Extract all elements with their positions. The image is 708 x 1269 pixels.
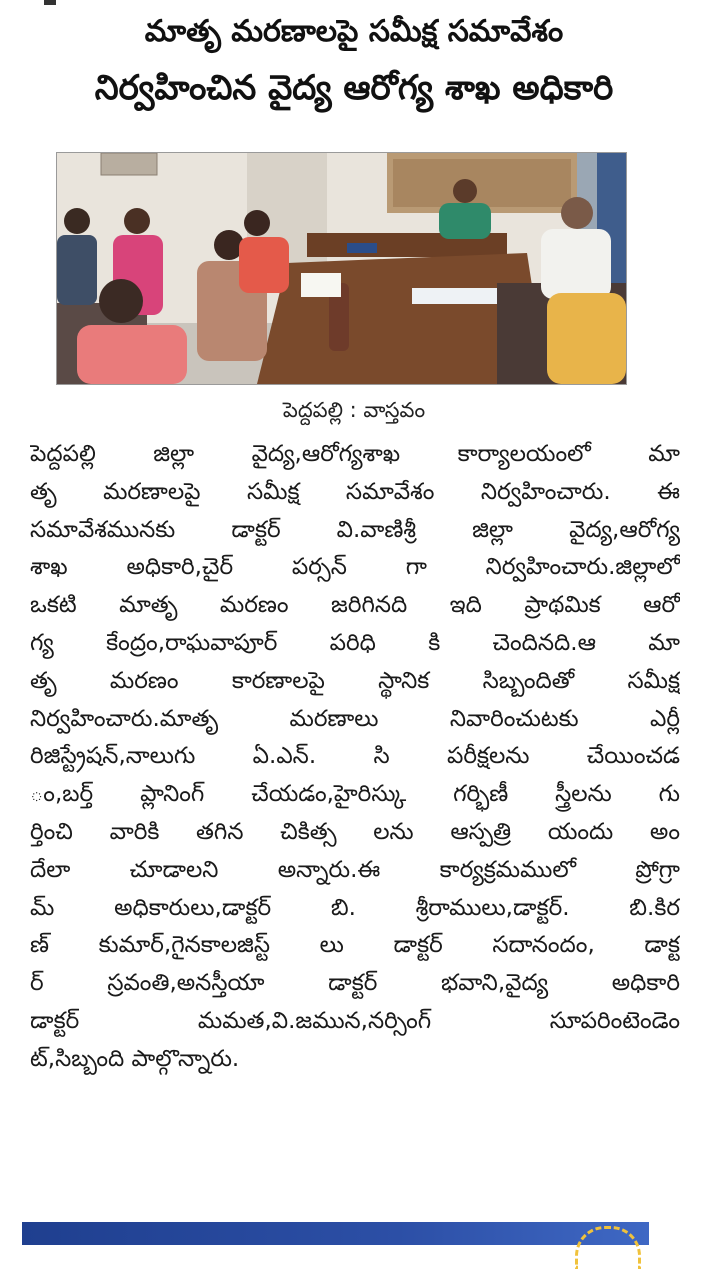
body-line: మ్ అధికారులు,డాక్టర్ బి. శ్రీరాములు,డాక్టర్. బి.కిర	[30, 894, 680, 921]
body-line: తృ మరణాలపై సమీక్ష సమావేశం నిర్వహించారు. ఈ	[30, 478, 680, 505]
body-line: ర్ స్రవంతి,అనస్తీయా డాక్టర్ భవాని,వైద్య అధికారి	[30, 970, 680, 997]
bottom-banner	[22, 1222, 649, 1245]
meeting-photo	[56, 152, 627, 385]
body-line: శాఖ అధికారి,చైర్ పర్సన్ గా నిర్వహించారు.జిల్లాలో	[30, 554, 680, 581]
body-line: గ్య కేంద్రం,రాఘవాపూర్ పరిధి కి చెందినది.ఆ మా	[30, 629, 680, 656]
body-line: ట్,సిబ్బంది పాల్గొన్నారు.	[30, 1045, 240, 1072]
article-body	[30, 436, 680, 1079]
body-line: ఒకటి మాతృ మరణం జరిగినది ఇది ప్రాథమిక ఆరో	[30, 592, 680, 619]
emblem-icon	[575, 1226, 641, 1269]
body-line: ణ్ కుమార్,గైనకాలజిస్ట్ లు డాక్టర్ సదానందం, డాక్ట	[30, 932, 680, 959]
body-line: ర్తించి వారికి తగిన చికిత్స లను ఆస్పత్రి యందు అం	[30, 818, 680, 845]
body-line: దేలా చూడాలని అన్నారు.ఈ కార్యక్రమములో ప్రోగ్రా	[30, 856, 680, 883]
body-line: తృ మరణం కారణాలపై స్థానిక సిబ్బందితో సమీక్ష	[30, 667, 680, 694]
body-line: పెద్దపల్లి జిల్లా వైద్య,ఆరోగ్యశాఖ కార్యాలయంలో మా	[30, 441, 680, 467]
body-line: ం,బర్త్ ప్లానింగ్ చేయడం,హైరిస్కు గర్భిణీ స్త్రీలను గు	[30, 781, 680, 808]
page-edge-mark	[44, 0, 56, 5]
headline-line-2: నిర్వహించిన వైద్య ఆరోగ్య శాఖ అధికారి	[94, 68, 614, 108]
body-line: డాక్టర్ మమత,వి.జమున,నర్సింగ్ సూపరింటెండెం	[30, 1007, 680, 1034]
body-line: రిజిస్ట్రేషన్,నాలుగు ఏ.ఎన్. సి పరీక్షలను చేయించడ	[30, 743, 680, 770]
body-line: సమావేశమునకు డాక్టర్ వి.వాణిశ్రీ జిల్లా వైద్య,ఆరోగ్య	[30, 516, 680, 543]
headline-line-1: మాతృ మరణాలపై సమీక్ష సమావేశం	[144, 14, 564, 49]
body-line: నిర్వహించారు.మాతృ మరణాలు నివారించుటకు ఎర్లీ	[30, 705, 680, 732]
photo-caption: పెద్దపల్లి : వాస్తవం	[282, 398, 426, 422]
